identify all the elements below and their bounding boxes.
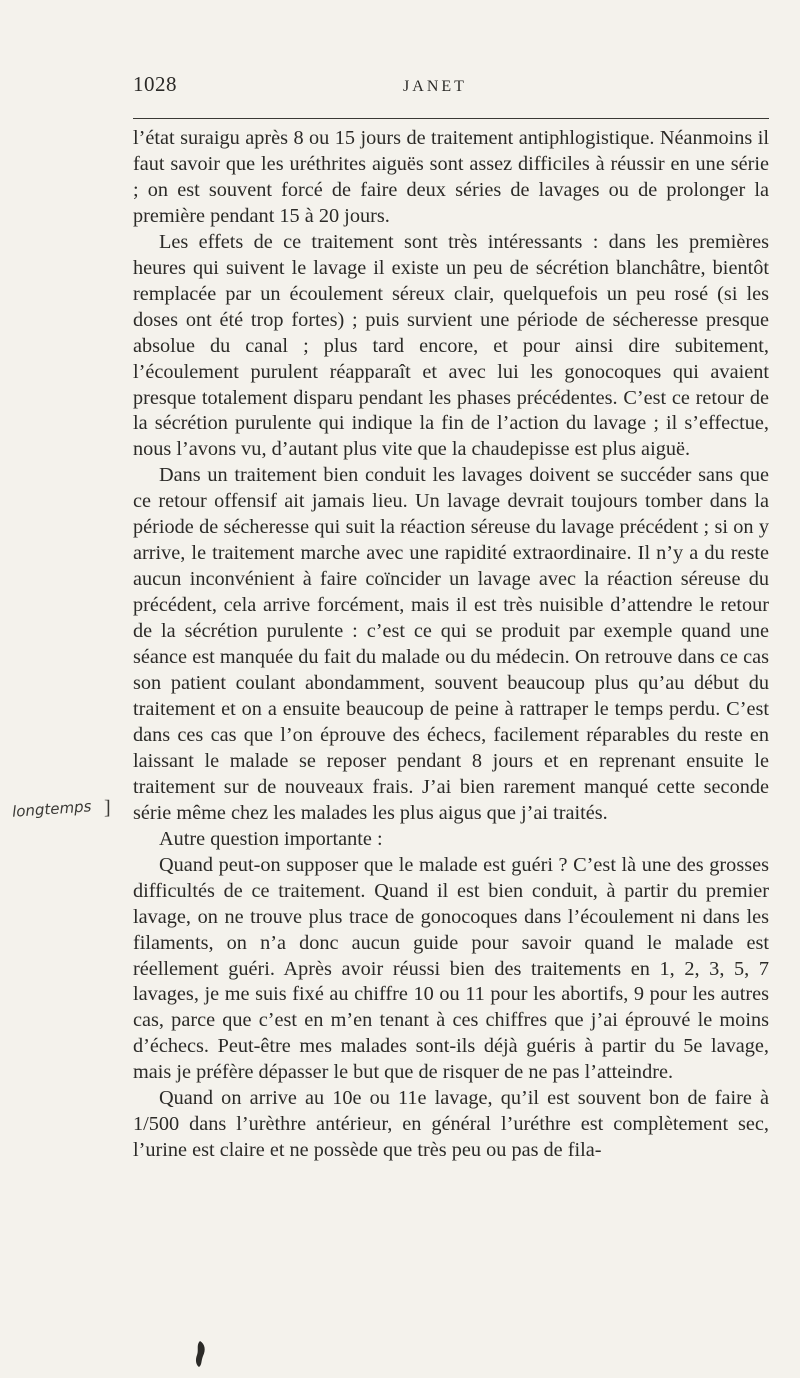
margin-bracket: ] [104,797,111,819]
paragraph: l’état suraigu après 8 ou 15 jours de traitement antiphlogistique. Néanmoins il faut savoir que les uréthrites aiguës sont assez difficiles à réussir en une série ; on est souvent forcé de faire deux séries de lavages ou de prolonger la première pendant 15 à 20 jours. [133,127,769,227]
body-text [133,126,769,1164]
paragraph: Les effets de ce traitement sont très intéressants : dans les premières heures qui suivent le lavage il existe un peu de sécrétion blanchâtre, bientôt remplacée par un écoulement séreux clair, quelquefois un peu rosé (si les doses ont été trop fortes) ; puis survient une période de sécheresse presque absolue du canal ; plus tard encore, et pour ainsi dire subitement, l’écoulement purulent réapparaît et avec lui les gonocoques qui avaient presque totalement disparu pendant les phases précédentes. C’est ce retour de la sécrétion purulente qui indique la fin de l’action du lavage ; il s’effectue, nous l’avons vu, d’autant plus vite que la chaudepisse est plus aiguë. [133,230,769,461]
running-title: JANET [403,78,467,95]
page-number: 1028 [133,72,177,96]
handwritten-margin-note: longtemps [11,797,92,821]
paragraph: Quand peut-on supposer que le malade est guéri ? C’est là une des grosses difficultés de ce traitement. Quand il est bien conduit, à partir du premier lavage, on ne trouve plus trace de gonocoques dans l’écoulement ni dans les filaments, on n’a donc aucun guide pour savoir quand le malade est réellement guéri. Après avoir réussi bien des traitements en 1, 2, 3, 5, 7 lavages, je me suis fixé au chiffre 10 ou 11 pour les abortifs, 9 pour les autres cas, parce que c’est en m’en tenant à ces chiffres que j’ai éprouvé le moins d’échecs. Peut-être mes malades sont-ils déjà guéris à partir du 5e lavage, mais je préfère dépasser le but que de risquer de ne pas l’atteindre. [133,853,769,1084]
ink-blot-icon [193,1340,207,1368]
paragraph: Quand on arrive au 10e ou 11e lavage, qu’il est souvent bon de faire à 1/500 dans l’urèthre antérieur, en général l’uréthre est complètement sec, l’urine est claire et ne possède que très peu ou pas de fila- [133,1087,769,1162]
paragraph: Dans un traitement bien conduit les lavages doivent se succéder sans que ce retour offensif ait jamais lieu. Un lavage devrait toujours tomber dans la période de sécheresse qui suit la réaction séreuse du lavage précédent ; si on y arrive, le traitement marche avec une rapidité extraordinaire. Il n’y a du reste aucun inconvénient à faire coïncider un lavage avec la réaction séreuse du précédent, cela arrive forcément, mais il est très nuisible d’attendre le retour de la sécrétion purulente : c’est ce qui se produit par exemple quand une séance est manquée du fait du malade ou du médecin. On retrouve dans ce cas son patient coulant abondamment, souvent beaucoup plus qu’au début du traitement et on a ensuite beaucoup de peine à rattraper le temps perdu. C’est dans ces cas que l’on éprouve des échecs, facilement réparables du reste en laissant le malade se reposer pendant 8 jours et en reprenant ensuite le traitement sur de nouveaux frais. J’ai bien rarement manqué cette seconde série même chez les malades les plus aigus que j’ai traités. [133,464,769,824]
paragraph: Autre question importante : [159,827,383,850]
header-rule [133,118,769,119]
